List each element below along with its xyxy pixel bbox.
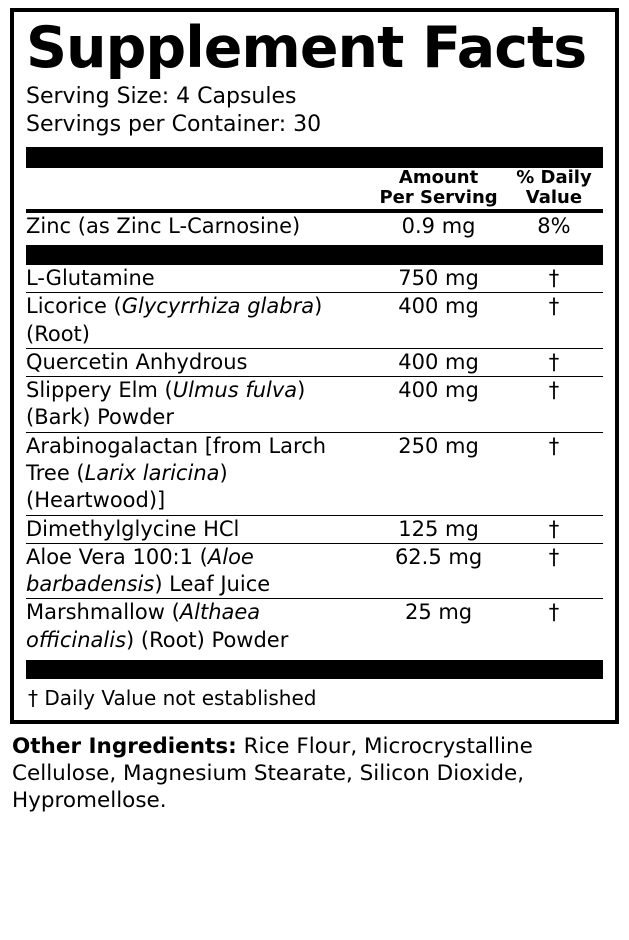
- row-daily-value: 8%: [537, 213, 571, 238]
- row-name-latin: Glycyrrhiza glabra: [121, 294, 315, 319]
- other-ingredients: [12, 734, 617, 815]
- row-name: [26, 293, 372, 348]
- row-amount: 400 mg: [398, 378, 479, 403]
- row-amount: 62.5 mg: [394, 544, 483, 569]
- other-ingredients-text: Rice Flour, Microcrystalline Cellulose, Magnesium Stearate, Silicon Dioxide, Hypromellose.: [12, 734, 533, 813]
- header-daily-value: [505, 168, 603, 208]
- serving-size: Serving Size: 4 Capsules: [26, 84, 297, 109]
- table-row: [26, 543, 603, 598]
- table-header-row: [26, 168, 603, 208]
- row-name-text: Aloe Vera 100:1 (: [26, 544, 208, 569]
- row-name-latin: Althaea officinalis: [26, 600, 261, 652]
- row-name-suffix: ) (Bark) Powder: [26, 378, 306, 430]
- row-name: [26, 348, 372, 376]
- header-blank: [26, 168, 372, 208]
- row-daily-value: †: [548, 433, 560, 458]
- header-amount: [372, 168, 505, 208]
- row-amount: 0.9 mg: [401, 213, 476, 238]
- row-amount: 750 mg: [398, 265, 479, 290]
- row-name-text: Zinc (as Zinc L-Carnosine): [26, 213, 301, 238]
- nutrition-table-2: [26, 265, 603, 654]
- row-name-suffix: ) (Root): [26, 294, 323, 346]
- supplement-facts-box: [10, 8, 619, 724]
- row-amount: 250 mg: [398, 433, 479, 458]
- row-name: [26, 515, 372, 543]
- row-name-text: Slippery Elm (: [26, 378, 173, 403]
- header-bar: [26, 147, 603, 168]
- table-row: [26, 348, 603, 376]
- row-amount: 125 mg: [398, 516, 479, 541]
- footer-bar: [26, 660, 603, 679]
- row-daily-value: †: [548, 378, 560, 403]
- table-row: [26, 377, 603, 432]
- row-amount: 400 mg: [398, 349, 479, 374]
- header-amount-line1: Amount: [398, 167, 479, 189]
- other-ingredients-label: Other Ingredients:: [12, 734, 237, 760]
- row-daily-value: †: [548, 600, 560, 625]
- row-name-text: L-Glutamine: [26, 265, 155, 290]
- daily-value-footnote: † Daily Value not established: [28, 686, 317, 711]
- row-name: [26, 543, 372, 598]
- row-name: [26, 211, 372, 240]
- table-row: [26, 432, 603, 514]
- row-name-suffix: ) Leaf Juice: [154, 572, 271, 597]
- header-dv-line2: Value: [525, 187, 583, 209]
- row-amount: 400 mg: [398, 294, 479, 319]
- header-dv-line1: % Daily: [516, 167, 592, 189]
- panel-title: Supplement Facts: [26, 15, 587, 81]
- table-row: [26, 515, 603, 543]
- row-name-suffix: ) (Heartwood)]: [26, 461, 228, 513]
- nutrition-table: [26, 168, 603, 240]
- table-row: [26, 211, 603, 240]
- row-name-text: Quercetin Anhydrous: [26, 349, 248, 374]
- row-daily-value: †: [548, 265, 560, 290]
- table-row: [26, 599, 603, 654]
- table-row: [26, 293, 603, 348]
- row-daily-value: †: [548, 544, 560, 569]
- row-name-text: Marshmallow (: [26, 600, 180, 625]
- row-name: [26, 432, 372, 514]
- row-daily-value: †: [548, 294, 560, 319]
- row-name: [26, 599, 372, 654]
- row-daily-value: †: [548, 516, 560, 541]
- row-name-suffix: ) (Root) Powder: [126, 627, 289, 652]
- row-name-text: Arabinogalactan [from Larch Tree (: [26, 433, 327, 485]
- servings-per-container: Servings per Container: 30: [26, 112, 322, 138]
- row-name-text: Licorice (: [26, 294, 122, 319]
- row-name-latin: Aloe barbadensis: [26, 544, 254, 597]
- header-amount-line2: Per Serving: [379, 187, 498, 209]
- row-name: [26, 377, 372, 432]
- row-name: [26, 265, 372, 292]
- row-daily-value: †: [548, 349, 560, 374]
- row-name-latin: Larix laricina: [84, 461, 220, 485]
- table-row: [26, 265, 603, 292]
- row-name-text: Dimethylglycine HCl: [26, 516, 240, 541]
- row-name-latin: Ulmus fulva: [172, 378, 298, 403]
- row-amount: 25 mg: [404, 600, 473, 625]
- section-divider-bar: [26, 245, 603, 265]
